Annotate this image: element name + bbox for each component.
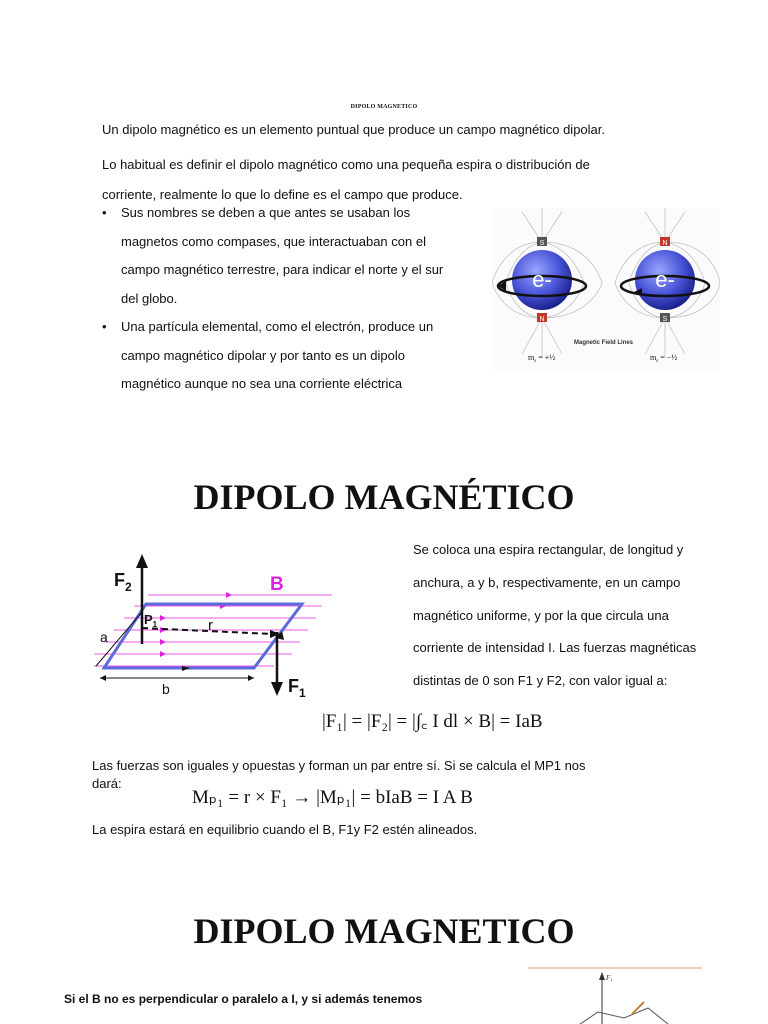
svg-text:S: S (539, 240, 545, 247)
electron-label-right: e- (655, 267, 675, 292)
equilibrium-text: La espira estará en equilibrio cuando el B, F1y F2 estén alineados. (92, 822, 478, 837)
loop-figure (64, 548, 340, 706)
b-field-label: B (270, 574, 284, 595)
moment-formula: Mₚ₁ = r × F₁ → |Mₚ₁| = bIaB = I A B (192, 787, 473, 808)
a-dimension-label: a (100, 629, 108, 645)
bullet-list (102, 199, 482, 399)
f2-label: $F_2$ (114, 570, 132, 594)
definition-line-2: corriente, realmente lo que lo define es el campo que produce. (102, 187, 463, 202)
ms-right: $m_s$ = −½ (650, 353, 678, 364)
svg-text:S: S (662, 316, 668, 323)
bullet-item: • Una partícula elemental, como el electrón, produce un campo magnético dipolar y por tanto es un dipolo magnético aunque no sea una corriente eléctrica (102, 313, 482, 399)
section-title-2: DIPOLO MAGNÉTICO (193, 477, 575, 517)
field-lines-label: Magnetic Field Lines (574, 340, 634, 346)
angled-f1-label: F₁ (606, 974, 613, 982)
equal-forces-text-cont: dará: (92, 776, 122, 791)
definition-line-1: Lo habitual es definir el dipolo magnético como una pequeña espira o distribución de (102, 157, 590, 172)
section-title-3: DIPOLO MAGNETICO (193, 911, 575, 951)
b-dimension-label: b (162, 681, 170, 697)
svg-text:N: N (539, 316, 545, 323)
bullet-item: • Sus nombres se deben a que antes se usaban los magnetos como compases, que interactuaban con el campo magnético terrestre, para indicar el norte y el sur del globo. (102, 199, 482, 313)
electron-spin-figure (492, 208, 720, 370)
loop-description: Se coloca una espira rectangular, de longitud y anchura, a y b, respectivamente, en un campo magnético uniforme, y por la que circula una corriente de intensidad I. Las fuerzas magnéticas distintas de 0 son F1 y F2, con valor igual a: (413, 542, 697, 689)
r-vector-label: r (208, 617, 213, 634)
ms-left: $m_s$ = +½ (528, 353, 556, 364)
svg-text:N: N (662, 240, 668, 247)
small-title: DIPOLO MAGNETICO (350, 104, 418, 110)
angle-text: Si el B no es perpendicular o paralelo a I, y si además tenemos (64, 992, 423, 1006)
electron-label-left: e- (532, 267, 552, 292)
f1-label: $F_1$ (288, 676, 306, 700)
equal-forces-text: Las fuerzas son iguales y opuestas y forman un par entre sí. Si se calcula el MP1 nos (92, 758, 586, 773)
force-formula: |F₁| = |F₂| = |∫꜀ I dl × B| = IaB (322, 711, 543, 732)
intro-paragraph: Un dipolo magnético es un elemento puntual que produce un campo magnético dipolar. (102, 122, 606, 137)
point-p1-label: $P_1$ (144, 612, 158, 629)
angled-loop-figure (528, 966, 702, 1024)
